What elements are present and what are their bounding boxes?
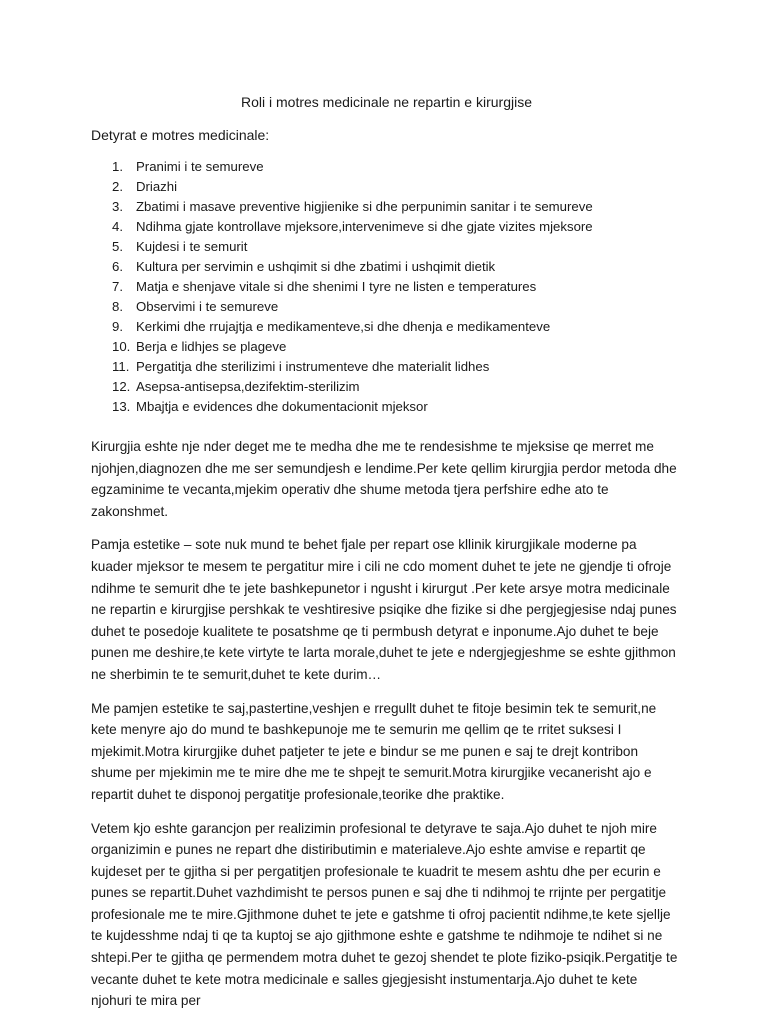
tasks-list	[91, 157, 678, 417]
list-item-number: 8.	[112, 299, 123, 314]
body-paragraph-organization: Vetem kjo eshte garancjon per realizimin profesional te detyrave te saja.Ajo duhet te njoh mire organizimin e punes ne repart dhe distiributimin e materialeve.Ajo eshte amvise e repartit qe kujdeset per te gjitha si per pergatitjen profesionale te kuadrit te mesem ashtu dhe per ecurin e punes se repartit.Duhet vazhdimisht te persos punen e saj dhe ti ndihmoj te rrijnte per pergatitje profesionale me te mire.Gjithmone duhet te jete e gatshme ti ofroj pacientit ndihme,te kete sjellje te kujdesshme ndaj ti qe ta kuptoj se ajo gjithmone eshte e gatshme te ndihmoje te ndihet si ne shtepi.Per te gjitha qe permendem motra duhet te gezoj shendet te plote fiziko-psiqik.Pergatitje te vecante duhet te kete motra medicinale e salles gjegjesisht instumentarja.Ajo duhet te kete njohuri te mira per	[91, 820, 678, 1009]
list-item-text: Kultura per servimin e ushqimit si dhe zbatimi i ushqimit dietik	[136, 259, 496, 274]
list-item-text: Matja e shenjave vitale si dhe shenimi I tyre ne listen e temperatures	[136, 279, 537, 294]
list-item	[91, 277, 678, 297]
list-item	[91, 217, 678, 237]
list-item-number: 3.	[112, 199, 123, 214]
list-item-number: 5.	[112, 239, 123, 254]
list-item-text: Pranimi i te semureve	[136, 159, 264, 174]
list-item-text: Kujdesi i te semurit	[136, 239, 248, 254]
list-item-number: 9.	[112, 319, 123, 334]
list-item-text: Asepsa-antisepsa,dezifektim-sterilizim	[136, 379, 360, 394]
list-item-text: Observimi i te semureve	[136, 299, 279, 314]
list-item	[91, 157, 678, 177]
list-item	[91, 177, 678, 197]
list-item-text: Kerkimi dhe rrujajtja e medikamenteve,si dhe dhenja e medikamenteve	[136, 319, 551, 334]
list-item-number: 6.	[112, 259, 123, 274]
list-item-number: 11.	[112, 359, 130, 374]
list-item-number: 13.	[112, 399, 131, 414]
list-item	[91, 357, 678, 377]
list-item	[91, 337, 678, 357]
tasks-heading: Detyrat e motres medicinale:	[91, 127, 270, 143]
list-item	[91, 317, 678, 337]
list-item	[91, 397, 678, 417]
list-item	[91, 237, 678, 257]
list-item-text: Ndihma gjate kontrollave mjeksore,intervenimeve si dhe gjate vizites mjeksore	[136, 219, 593, 234]
list-item	[91, 197, 678, 217]
list-item-number: 7.	[112, 279, 123, 294]
list-item-number: 10.	[112, 339, 131, 354]
body-paragraph-appearance-trust: Me pamjen estetike te saj,pastertine,veshjen e rregullt duhet te fitoje besimin tek te semurit,ne kete menyre ajo do mund te bashkepunoje me te semurin me qellim qe te rritet suksesi I mjekimit.Motra kirurgjike duhet patjeter te jete e bindur se me punen e saj te drejt kontribon shume per mjekimin me te mire dhe me te shpejt te semurit.Motra kirurgjike vecanerisht ajo e repartit duhet te disponoj pergatitje profesionale,teorike dhe praktike.	[91, 700, 657, 802]
list-item-number: 4.	[112, 219, 123, 234]
list-item-number: 2.	[112, 179, 123, 194]
list-item-text: Berja e lidhjes se plageve	[136, 339, 287, 354]
list-item-text: Pergatitja dhe sterilizimi i instrumenteve dhe materialit lidhes	[136, 359, 490, 374]
list-item	[91, 377, 678, 397]
document-title: Roli i motres medicinale ne repartin e kirurgjise	[240, 94, 532, 110]
body-paragraph-surgery-intro: Kirurgjia eshte nje nder deget me te medha dhe me te rendesishme te mjeksise qe merret me njohjen,diagnozen dhe me ser semundjesh e lendime.Per kete qellim kirurgjia perdor metoda dhe egzaminime te vecanta,mjekim operativ dhe shume metoda tjera perfshire edhe ato te zakonshmet.	[91, 439, 677, 519]
list-item-text: Mbajtja e evidences dhe dokumentacionit mjeksor	[136, 399, 428, 414]
list-item-number: 1.	[112, 159, 123, 174]
body-paragraph-aesthetic-appearance: Pamja estetike – sote nuk mund te behet fjale per repart ose kllinik kirurgjikale moderne pa kuader mjeksor te mesem te pergatitur mire i cili ne cdo moment duhet te jete ne gjendje ti ofroje ndihme te semurit dhe te jete bashkepunetor i ngusht i kirurgut .Per kete arsye motra medicinale ne repartin e kirurgjise pershkak te veshtiresive psiqike dhe fizike si dhe pergjegjesise ndaj punes duhet te posedoje kualitete te posatshme qe ti permbush detyrat e inponume.Ajo duhet te beje punen me deshire,te kete virtyte te larta morale,duhet te jete e ndergjegjeshme se eshte gjithmon ne sherbimin te te semurit,duhet te kete durim…	[91, 537, 677, 682]
list-item-number: 12.	[112, 379, 131, 394]
list-item-text: Zbatimi i masave preventive higjienike si dhe perpunimin sanitar i te semureve	[136, 199, 593, 214]
list-item	[91, 297, 678, 317]
list-item	[91, 257, 678, 277]
list-item-text: Driazhi	[136, 179, 178, 194]
